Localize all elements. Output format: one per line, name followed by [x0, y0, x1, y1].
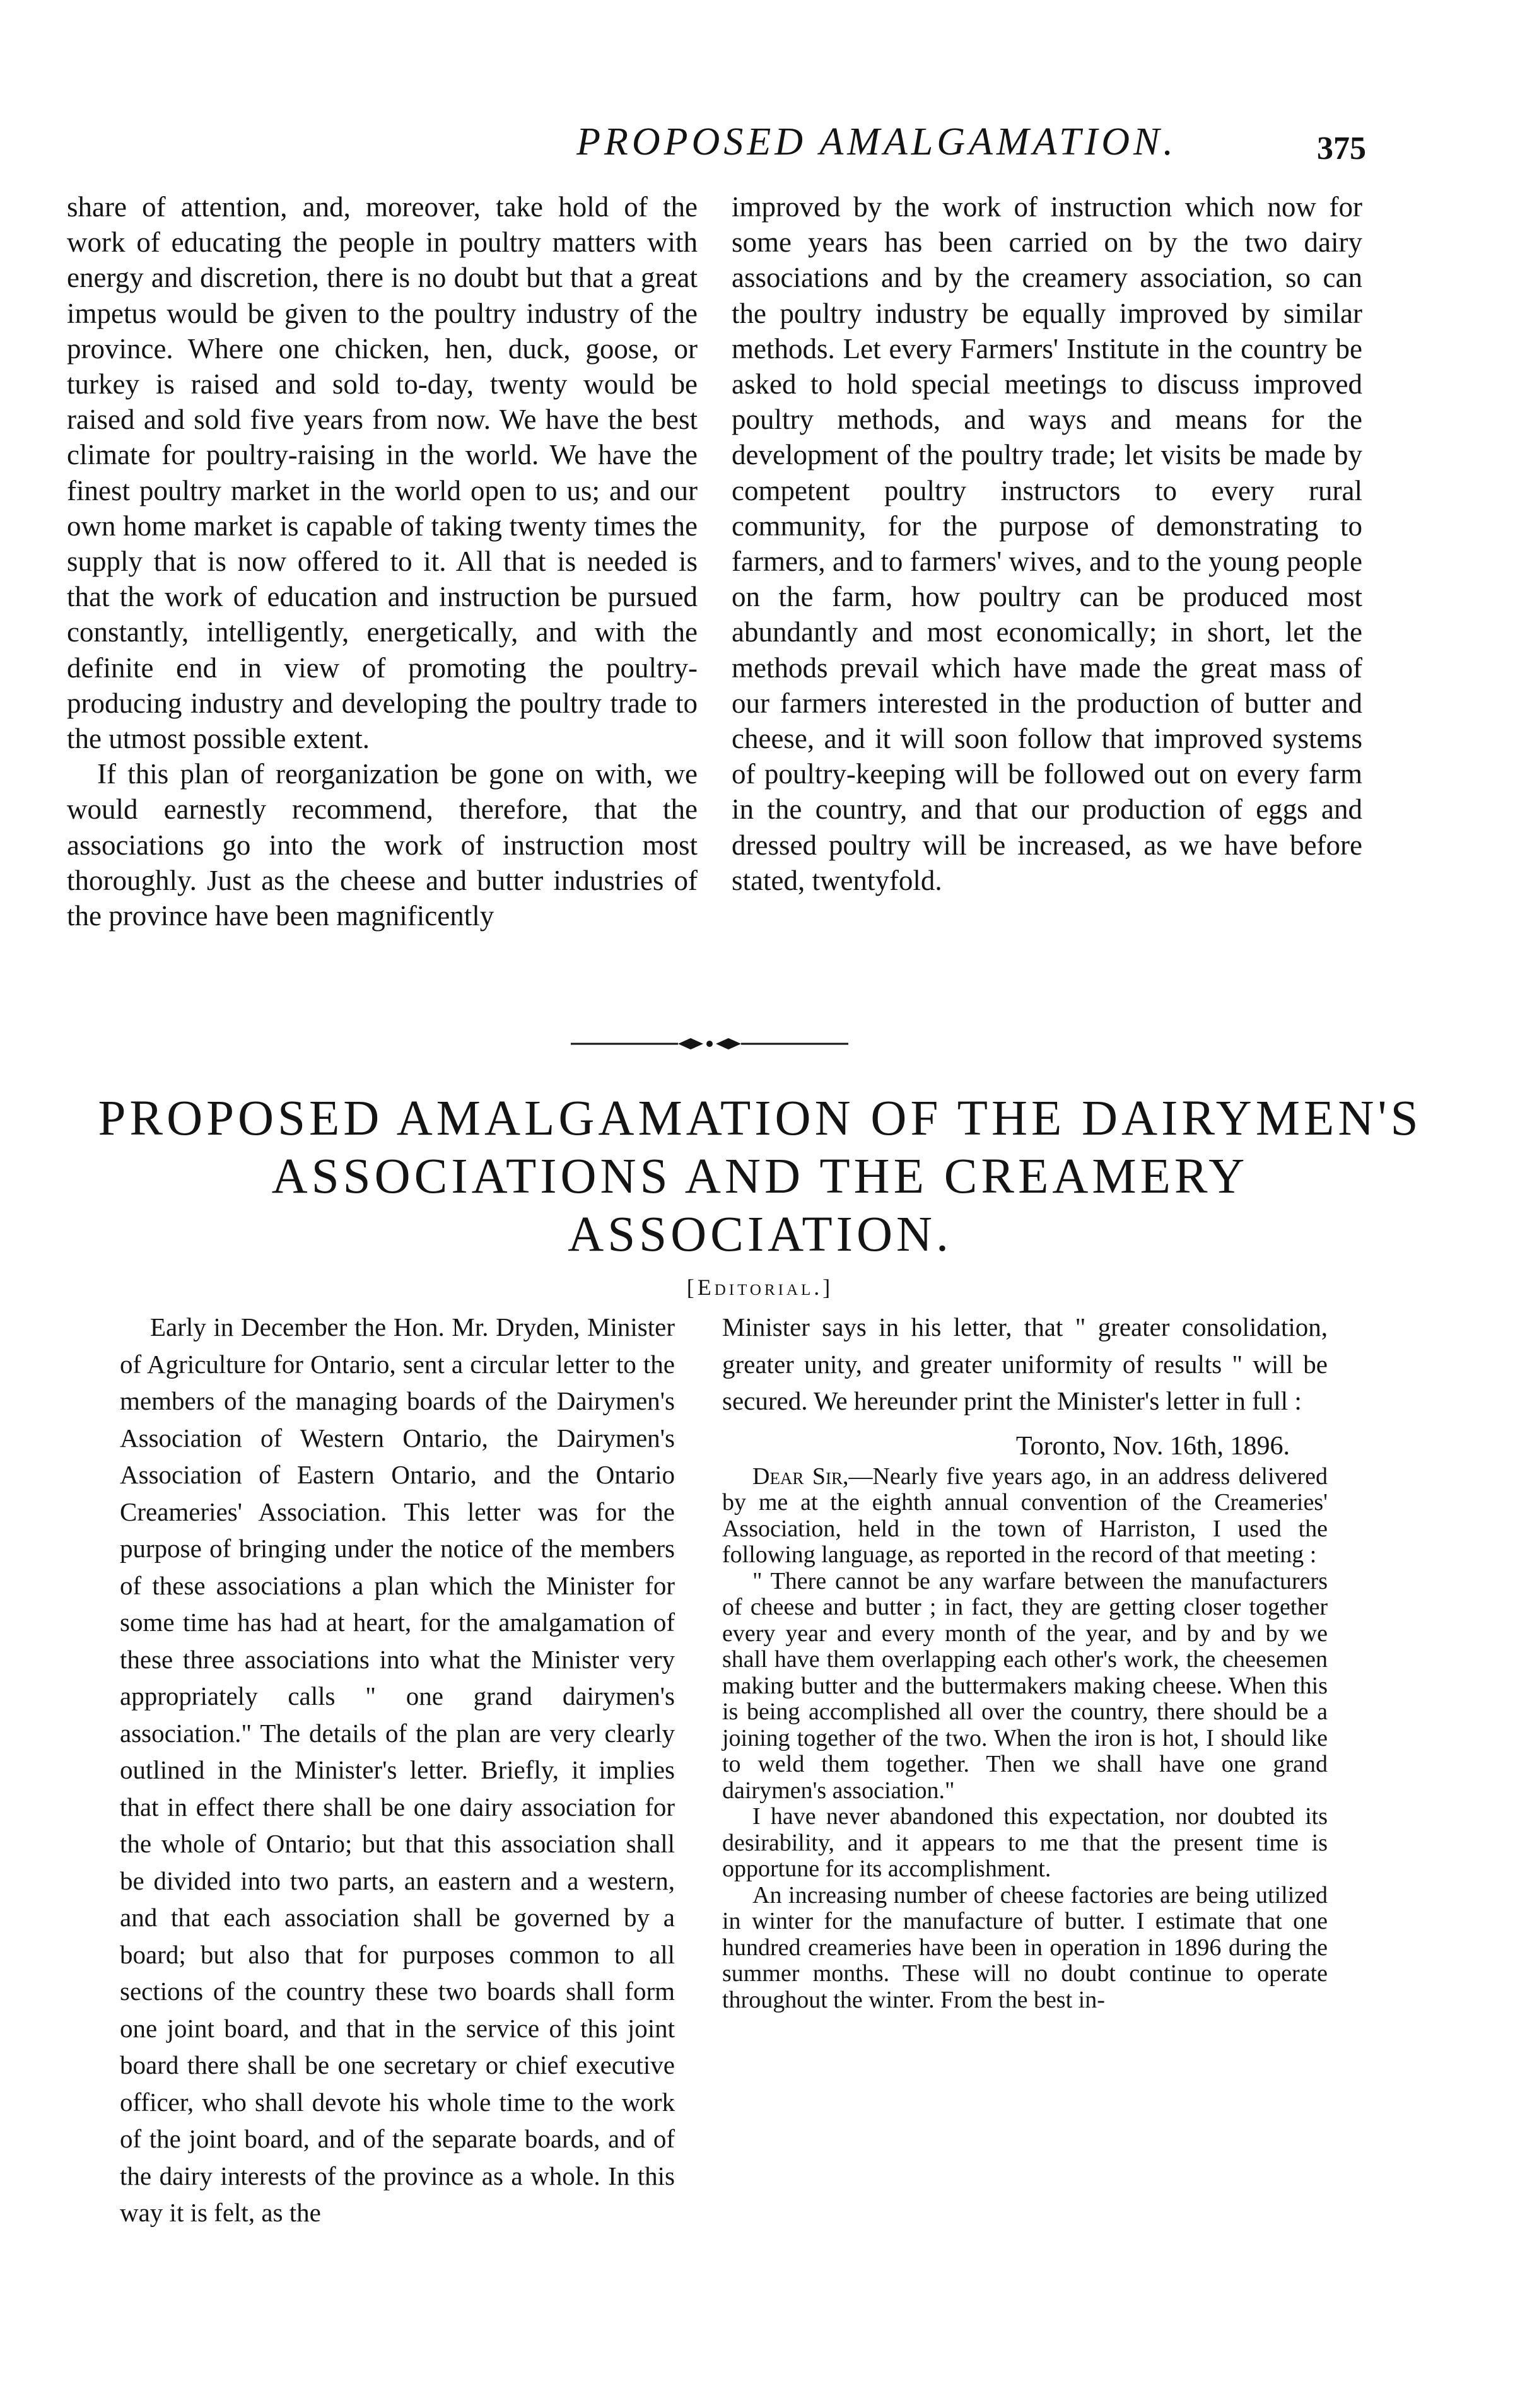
paragraph: If this plan of reorganization be gone on with, we would earnestly recommend, therefore, that the associations go into the work of instruction most thoroughly. Just as the cheese and butter industries of the province have been magnificently — [67, 758, 698, 932]
main-article-left-column — [120, 1309, 675, 2231]
paragraph: Minister says in his letter, that " greater consolidation, greater unity, and greater uniformity of results " will be secured. We hereunder print the Minister's letter in full : — [722, 1312, 1328, 1415]
minister-letter — [722, 1429, 1328, 2014]
letter-paragraph: I have never abandoned this expectation, nor doubted its desirability, and it appears to me that the present time is opportune for its accomplishment. — [722, 1803, 1328, 1882]
letter-dateline: Toronto, Nov. 16th, 1896. — [1015, 1431, 1290, 1461]
letter-paragraph: " There cannot be any warfare between the manufacturers of cheese and butter ; in fact, they are getting closer together every year and every month of the year, and by and by we shall have them overlapping each other's work, the cheesemen making butter and the buttermakers making cheese. When this is being accomplished all over the country, there should be a joining together of the two. When the iron is hot, I should like to weld them together. Then we shall have one grand dairymen's association." — [722, 1567, 1328, 1804]
running-head: PROPOSED AMALGAMATION. — [576, 120, 1177, 163]
letter-paragraph — [722, 1464, 1328, 1569]
main-article-right-column — [722, 1309, 1328, 2013]
paragraph: Early in December the Hon. Mr. Dryden, Minister of Agriculture for Ontario, sent a circular letter to the members of the managing boards of the Dairymen's Association of Western Ontario, the Dairymen's Association of Eastern Ontario, and the Ontario Creameries' Association. This letter was for the purpose of bringing under the notice of the members of these associations a plan which the Minister for some time has had at heart, for the amalgamation of these three associations into what the Minister very appropriately calls " one grand dairymen's association." The details of the plan are very clearly outlined in the Minister's letter. Briefly, it implies that in effect there shall be one dairy association for the whole of Ontario; but that this association shall be divided into two parts, an eastern and a western, and that each association shall be governed by a board; but also that for purposes common to all sections of the country these two boards shall form one joint board, and that in the service of this joint board there shall be one secretary or chief executive officer, who shall devote his whole time to the work of the joint board, and of the separate boards, and of the dairy interests of the province as a whole. In this way it is felt, as the — [120, 1312, 675, 2227]
letter-salutation: Dear Sir, — [752, 1463, 849, 1490]
paragraph: improved by the work of instruction which now for some years has been carried on by the two dairy associations and by the creamery association, so can the poultry industry be equally improved by similar methods. Let every Farmers' Institute in the country be asked to hold special meetings to discuss improved poultry methods, and ways and means for the development of the poultry trade; let visits be made by competent poultry instructors to every rural community, for the purpose of demonstrating to farmers, and to farmers' wives, and to the young people on the farm, how poultry can be produced most abundantly and most economically; in short, let the methods prevail which have made the great mass of our farmers interested in the production of butter and cheese, and it will soon follow that improved systems of poultry-keeping will be followed out on every farm in the country, and that our production of eggs and dressed poultry will be increased, as we have before stated, twentyfold. — [732, 191, 1362, 896]
article-title: PROPOSED AMALGAMATION OF THE DAIRYMEN'S ASSOCIATIONS AND THE CREAMERY ASSOCIATION. — [98, 1091, 1422, 1262]
page-number: 375 — [1317, 131, 1366, 167]
letter-paragraph: An increasing number of cheese factories are being utilized in winter for the manufacture of butter. I estimate that one hundred creameries have been in operation in 1896 during the summer months. These will no doubt continue to operate throughout the winter. From the best in- — [722, 1881, 1328, 2013]
paragraph: share of attention, and, moreover, take hold of the work of educating the people in poultry matters with energy and discretion, there is no doubt but that a great impetus would be given to the poultry industry of the province. Where one chicken, hen, duck, goose, or turkey is raised and sold to-day, twenty would be raised and sold five years from now. We have the best climate for poultry-raising in the world. We have the finest poultry market in the world open to us; and our own home market is capable of taking twenty times the supply that is now offered to it. All that is needed is that the work of education and instruction be pursued constantly, intelligently, energetically, and with the definite end in view of promoting the poultry-producing industry and developing the poultry trade to the utmost possible extent. — [67, 191, 698, 755]
letter-text: —Nearly five years ago, in an address delivered by me at the eighth annual convention of the Creameries' Association, held in the town of Harriston, I used the following language, as reported in the record of that meeting : — [722, 1463, 1328, 1568]
top-article-left-column — [67, 189, 698, 933]
article-subtitle: [Editorial.] — [686, 1275, 834, 1300]
section-ornament — [571, 1034, 848, 1053]
top-article-right-column — [732, 189, 1362, 898]
